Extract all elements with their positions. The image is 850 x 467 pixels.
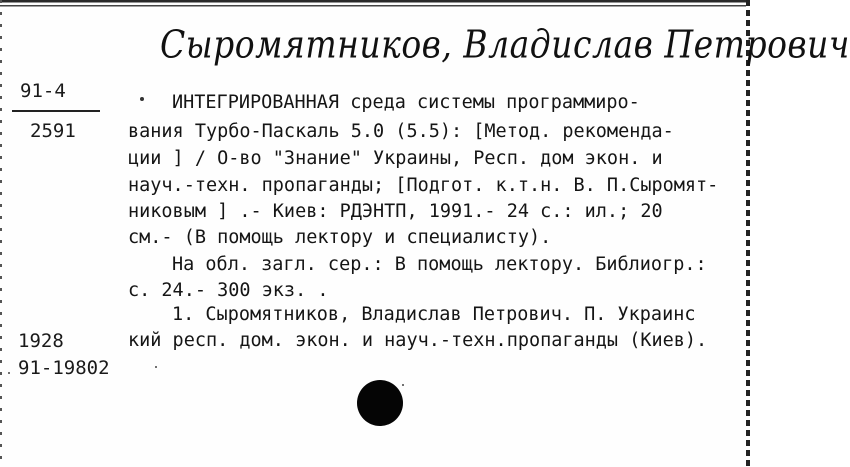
shelf-number: 2591 bbox=[30, 120, 76, 142]
author-heading: Сыромятников, Владислав Петрович bbox=[160, 22, 850, 67]
body-line-2: вания Турбо-Паскаль 5.0 (5.5): [Метод. рекоменда- bbox=[128, 121, 674, 142]
body-line-8: с. 24.- 300 экз. . bbox=[128, 280, 329, 301]
card-right-edge bbox=[746, 0, 750, 467]
body-line-6: см.- (В помощь лектору и специалисту). bbox=[128, 227, 552, 248]
punch-hole bbox=[357, 380, 403, 426]
speck bbox=[402, 384, 404, 386]
body-line-7: На обл. загл. сер.: В помощь лектору. Библиогр.: bbox=[172, 254, 707, 275]
body-line-4: науч.-техн. пропаганды; [Подгот. к.т.н. В. П.Сыромят- bbox=[128, 175, 719, 196]
entry-bullet bbox=[140, 97, 144, 101]
body-line-9: 1. Сыромятников, Владислав Петрович. П. Украинс bbox=[172, 304, 696, 325]
body-line-10: кий респ. дом. экон. и науч.-техн.пропаганды (Киев). bbox=[128, 330, 708, 351]
speck bbox=[8, 372, 10, 374]
body-line-5: никовым ] .- Киев: РДЭНТП, 1991.- 24 с.: ил.; 20 bbox=[128, 201, 663, 222]
call-number: 91-4 bbox=[20, 80, 66, 102]
inventory-number-2: 91-19802 bbox=[18, 357, 110, 379]
body-line-1: ИНТЕГРИРОВАННАЯ среда системы программиро- bbox=[172, 92, 640, 113]
card-left-edge bbox=[0, 0, 2, 467]
body-line-3: ции ] / О-во "Знание" Украины, Респ. дом экон. и bbox=[128, 148, 663, 169]
call-number-divider bbox=[12, 110, 100, 112]
card-top-edge bbox=[0, 0, 750, 9]
inventory-number-1: 1928 bbox=[18, 330, 64, 352]
speck bbox=[155, 366, 157, 368]
